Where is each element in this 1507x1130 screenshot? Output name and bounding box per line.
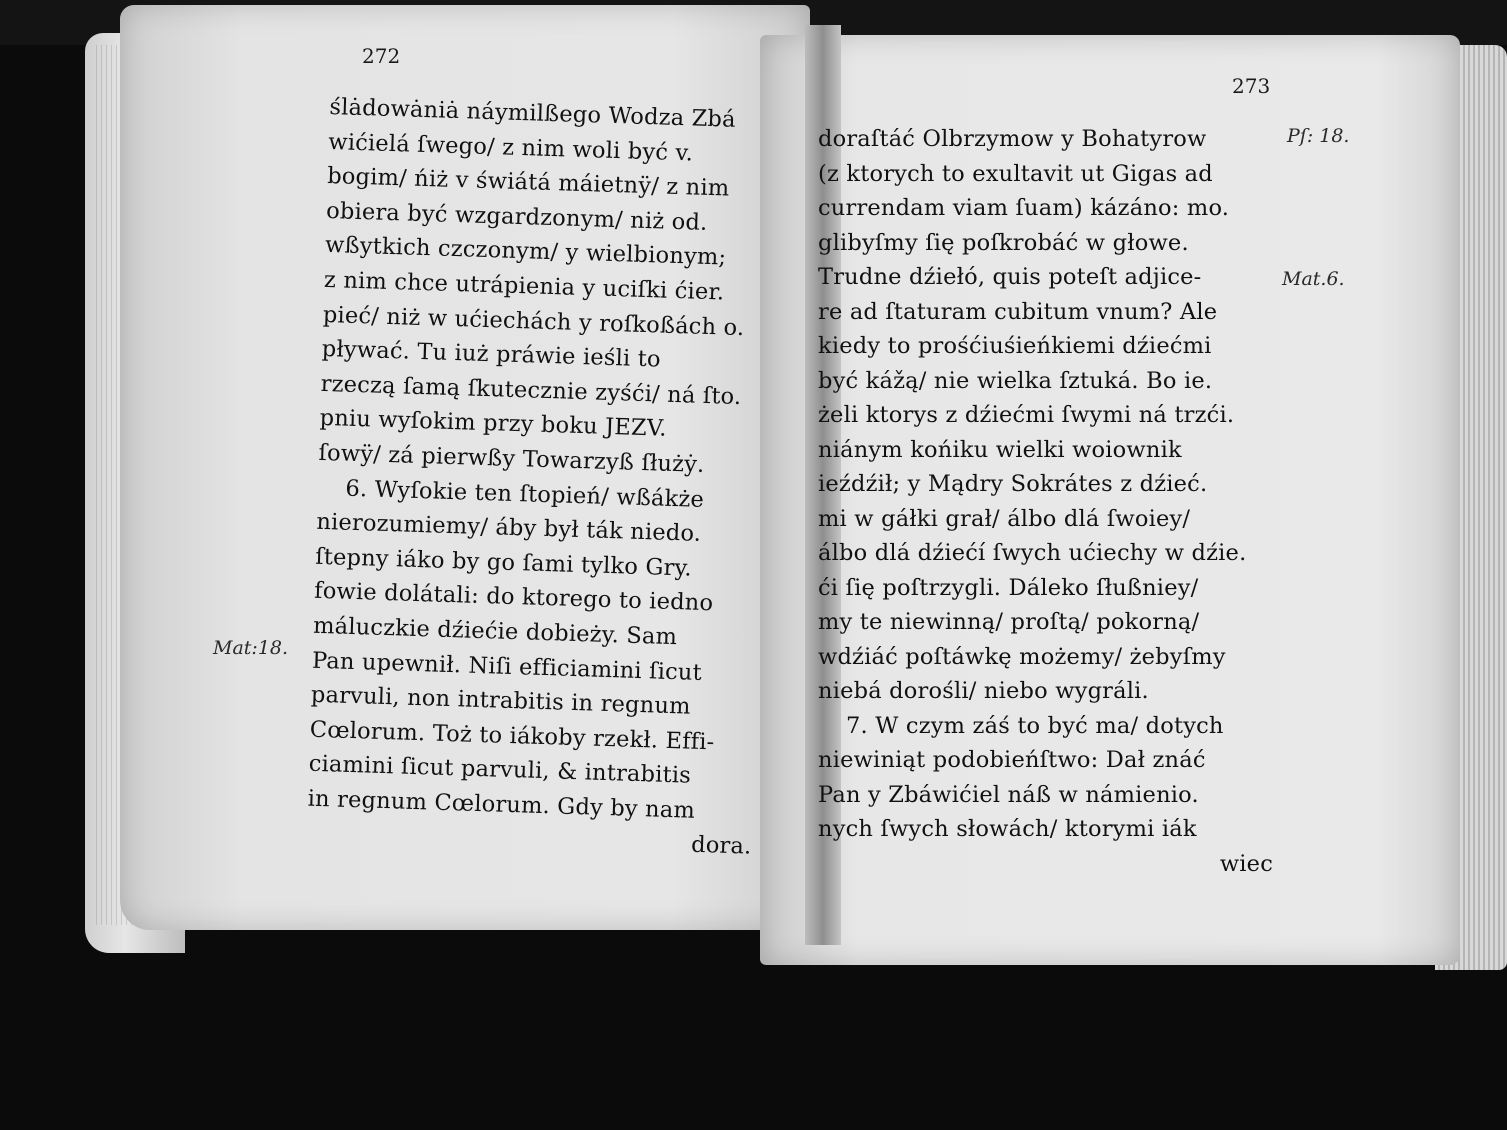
text-line: bogim/ ńiż v świátá máietnÿ/ z nim — [326, 163, 730, 202]
text-line: currendam viam ſuam) kázáno: mo. — [818, 195, 1230, 221]
text-line: wićielá ſwego/ z nim woli być v. — [327, 128, 694, 167]
margin-note-right-1: Pſ: 18. — [1287, 125, 1350, 147]
text-line: máluczkie dźiećie dobieży. Sam — [312, 612, 678, 651]
text-line: ći ſię poſtrzygli. Dáleko ſłußniey/ — [818, 574, 1199, 601]
text-line: wdźiáć poſtáwkę możemy/ żebyſmy — [818, 643, 1226, 670]
text-line: glibyſmy ſię poſkrobáć w głowe. — [818, 229, 1189, 256]
text-line: być kážą/ nie wielka ſztuká. Bo ie. — [818, 367, 1213, 394]
text-line: doraſtáć Olbrzymow y Bohatyrow — [818, 126, 1207, 152]
text-line: niebá dorośli/ niebo wygráli. — [818, 678, 1149, 704]
text-line: pływać. Tu iuż práwie ieśli to — [321, 336, 662, 373]
right-page-text — [818, 122, 1273, 881]
text-line: rzeczą ſamą ſkutecznie zyśći/ ná ſto. — [320, 370, 742, 410]
text-line: mi w gáłki grał/ álbo dlá ſwoiey/ — [818, 505, 1191, 532]
text-line: ciamini ſicut parvuli, & intrabitis — [308, 750, 692, 789]
text-line: Pan upewnił. Niſi efficiamini ſicut — [311, 647, 703, 686]
text-line: ieźdźił; y Mądry Sokrátes z dźieć. — [818, 471, 1208, 497]
text-line: re ad ſtaturam cubitum vnum? Ale — [818, 298, 1218, 325]
text-line: 6. Wyſokie ten ſtopień/ wßákże — [345, 475, 705, 513]
catchword: dora. — [690, 832, 752, 861]
text-line: in regnum Cœlorum. Gdy by nam — [307, 785, 696, 824]
left-page-number: 272 — [362, 44, 401, 68]
text-line: obiera być wzgardzonym/ niż od. — [325, 197, 708, 236]
open-book — [40, 5, 1507, 965]
text-line: (z ktorych to exultavit ut Gigas ad — [818, 160, 1213, 187]
text-line: ſowÿ/ zá pierwßy Towarzyß ſłużẏ. — [318, 439, 705, 478]
text-line: Pan y Zbáwićiel náß w námienio. — [818, 781, 1199, 808]
text-line: 7. W czym záś to być ma/ dotych — [846, 712, 1224, 739]
text-line: pieć/ niż w ućiechách y roſkoßách o. — [322, 301, 745, 341]
right-page-number: 273 — [1232, 74, 1271, 98]
text-line: álbo dlá dźiećí ſwych ućiechy w dźie. — [818, 540, 1247, 566]
text-line: ſtepny iáko by go ſami tylko Gry. — [314, 543, 693, 582]
text-line: nych ſwych słowách/ ktorymi iák — [818, 816, 1197, 842]
text-line: niewiniąt podobieńſtwo: Dał znáć — [818, 747, 1206, 773]
text-line: z nim chce utrápienia y uciſki ćier. — [323, 266, 725, 306]
text-line: Trudne dźiełó, quis poteſt adjice- — [818, 264, 1202, 290]
text-line: kiedy to prośćiuśieńkiemi dźiećmi — [818, 333, 1212, 359]
text-line: parvuli, non intrabitis in regnum — [310, 681, 692, 720]
margin-note-right-2: Mat.6. — [1282, 268, 1345, 290]
text-line: wßytkich czczonym/ y wielbionym; — [324, 232, 727, 271]
text-line: my te niewinną/ proſtą/ pokorną/ — [818, 609, 1200, 635]
text-line: pniu wyſokim przy boku JEZV. — [319, 405, 668, 443]
margin-note-left: Mat:18. — [213, 637, 289, 659]
text-line: nierozumiemy/ áby był ták niedo. — [316, 508, 702, 547]
text-line: ślȧdowȧniȧ náymilßego Wodza Zbá — [329, 93, 737, 133]
catchword: wiec — [1219, 850, 1273, 877]
left-page-text — [306, 90, 775, 865]
text-line: żeli ktorys z dźiećmi ſwymi ná trzći. — [818, 402, 1235, 428]
text-line: Cœlorum. Toż to iákoby rzekł. Effi- — [309, 716, 715, 756]
text-line: fowie dolátali: do ktorego to iedno — [313, 578, 714, 617]
text-line: niánym końiku wielki woiownik — [818, 436, 1182, 463]
